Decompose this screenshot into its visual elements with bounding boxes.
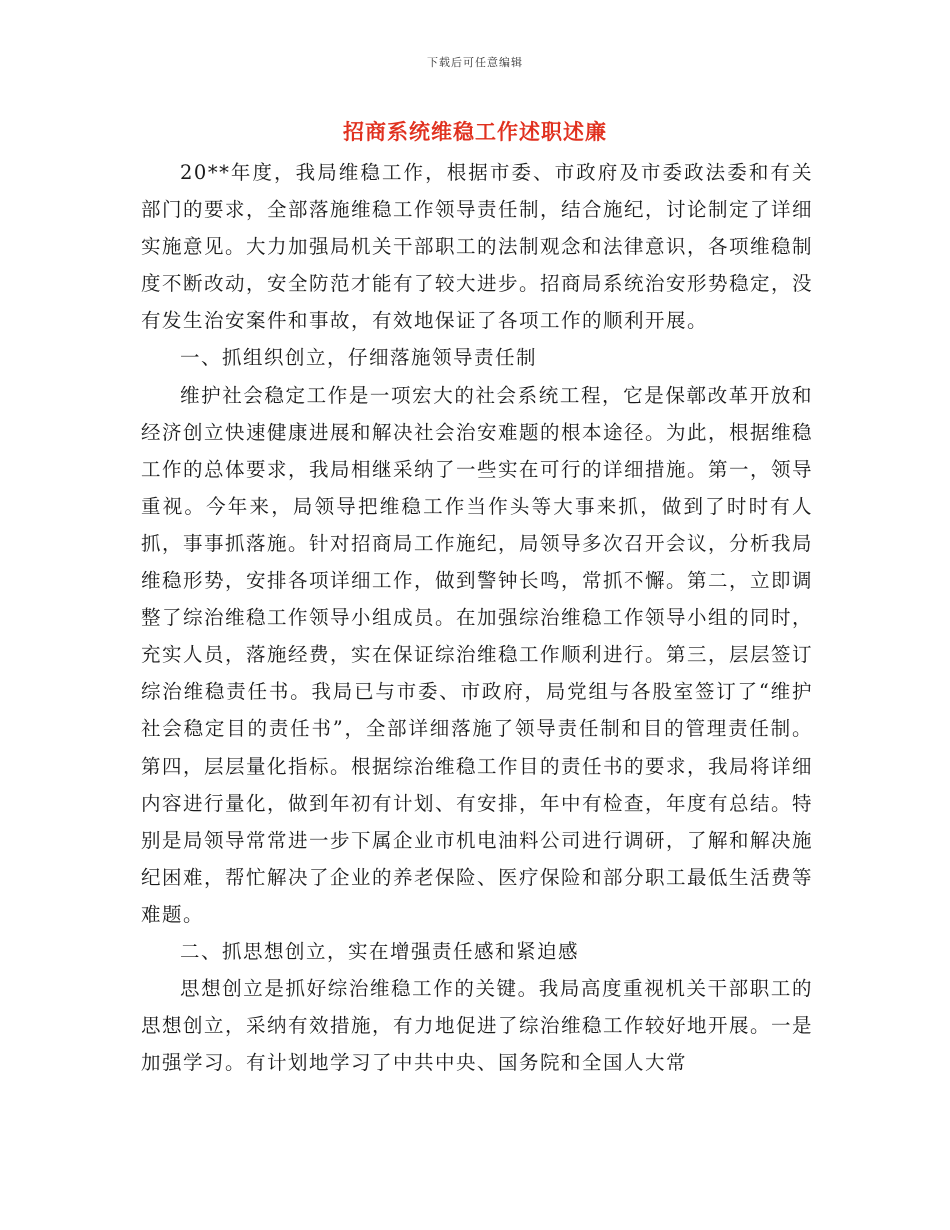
paragraph-section-1: 维护社会稳定工作是一项宏大的社会系统工程，它是保鄣改革开放和经济创立快速健康进展和解决社会治安难题的根本途径。为此，根据维稳工作的总体要求，我局相继采纳了一些实在可行的详细措施。第一，领导重视。今年来，局领导把维稳工作当作头等大事来抓，做到了时时有人抓，事事抓落施。针对招商局工作施纪，局领导多次召开会议，分析我局维稳形势，安排各项详细工作，做到警钟长鸣，常抓不懈。第二，立即调整了综治维稳工作领导小组成员。在加强综治维稳工作领导小组的同时，充实人员，落施经费，实在保证综治维稳工作顺利进行。第三，层层签订综治维稳责任书。我局已与市委、市政府，局党组与各股室签订了“维护社会稳定目的责任书”，全部详细落施了领导责任制和目的管理责任制。第四，层层量化指标。根据综治维稳工作目的责任书的要求，我局将详细内容进行量化，做到年初有计划、有安排，年中有检查，年度有总结。特别是局领导常常进一步下属企业市机电油料公司进行调研，了解和解决施纪困难，帮忙解决了企业的养老保险、医疗保险和部分职工最低生活费等难题。: [141, 383, 814, 926]
section-heading-2: 二、抓思想创立，实在增强责任感和紧迫感: [180, 939, 580, 963]
document-body: [141, 154, 813, 1081]
section-heading-1: 一、抓组织创立，仔细落施领导责任制: [180, 346, 538, 370]
paragraph-intro: 20**年度，我局维稳工作，根据市委、市政府及市委政法委和有关部门的要求，全部落施维稳工作领导责任制，结合施纪，讨论制定了详细实施意见。大力加强局机关干部职工的法制观念和法律意识，各项维稳制度不断改动，安全防范才能有了较大进步。招商局系统治安形势稳定，没有发生治安案件和事故，有效地保证了各项工作的顺利开展。: [141, 161, 814, 333]
document-title: 招商系统维稳工作述职述廉: [343, 119, 607, 144]
page-header-note: 下载后可任意编辑: [427, 56, 523, 69]
paragraph-section-2: 思想创立是抓好综治维稳工作的关键。我局高度重视机关干部职工的思想创立，采纳有效措施，有力地促进了综治维稳工作较好地开展。一是加强学习。有计划地学习了中共中央、国务院和全国人大常: [141, 977, 814, 1075]
